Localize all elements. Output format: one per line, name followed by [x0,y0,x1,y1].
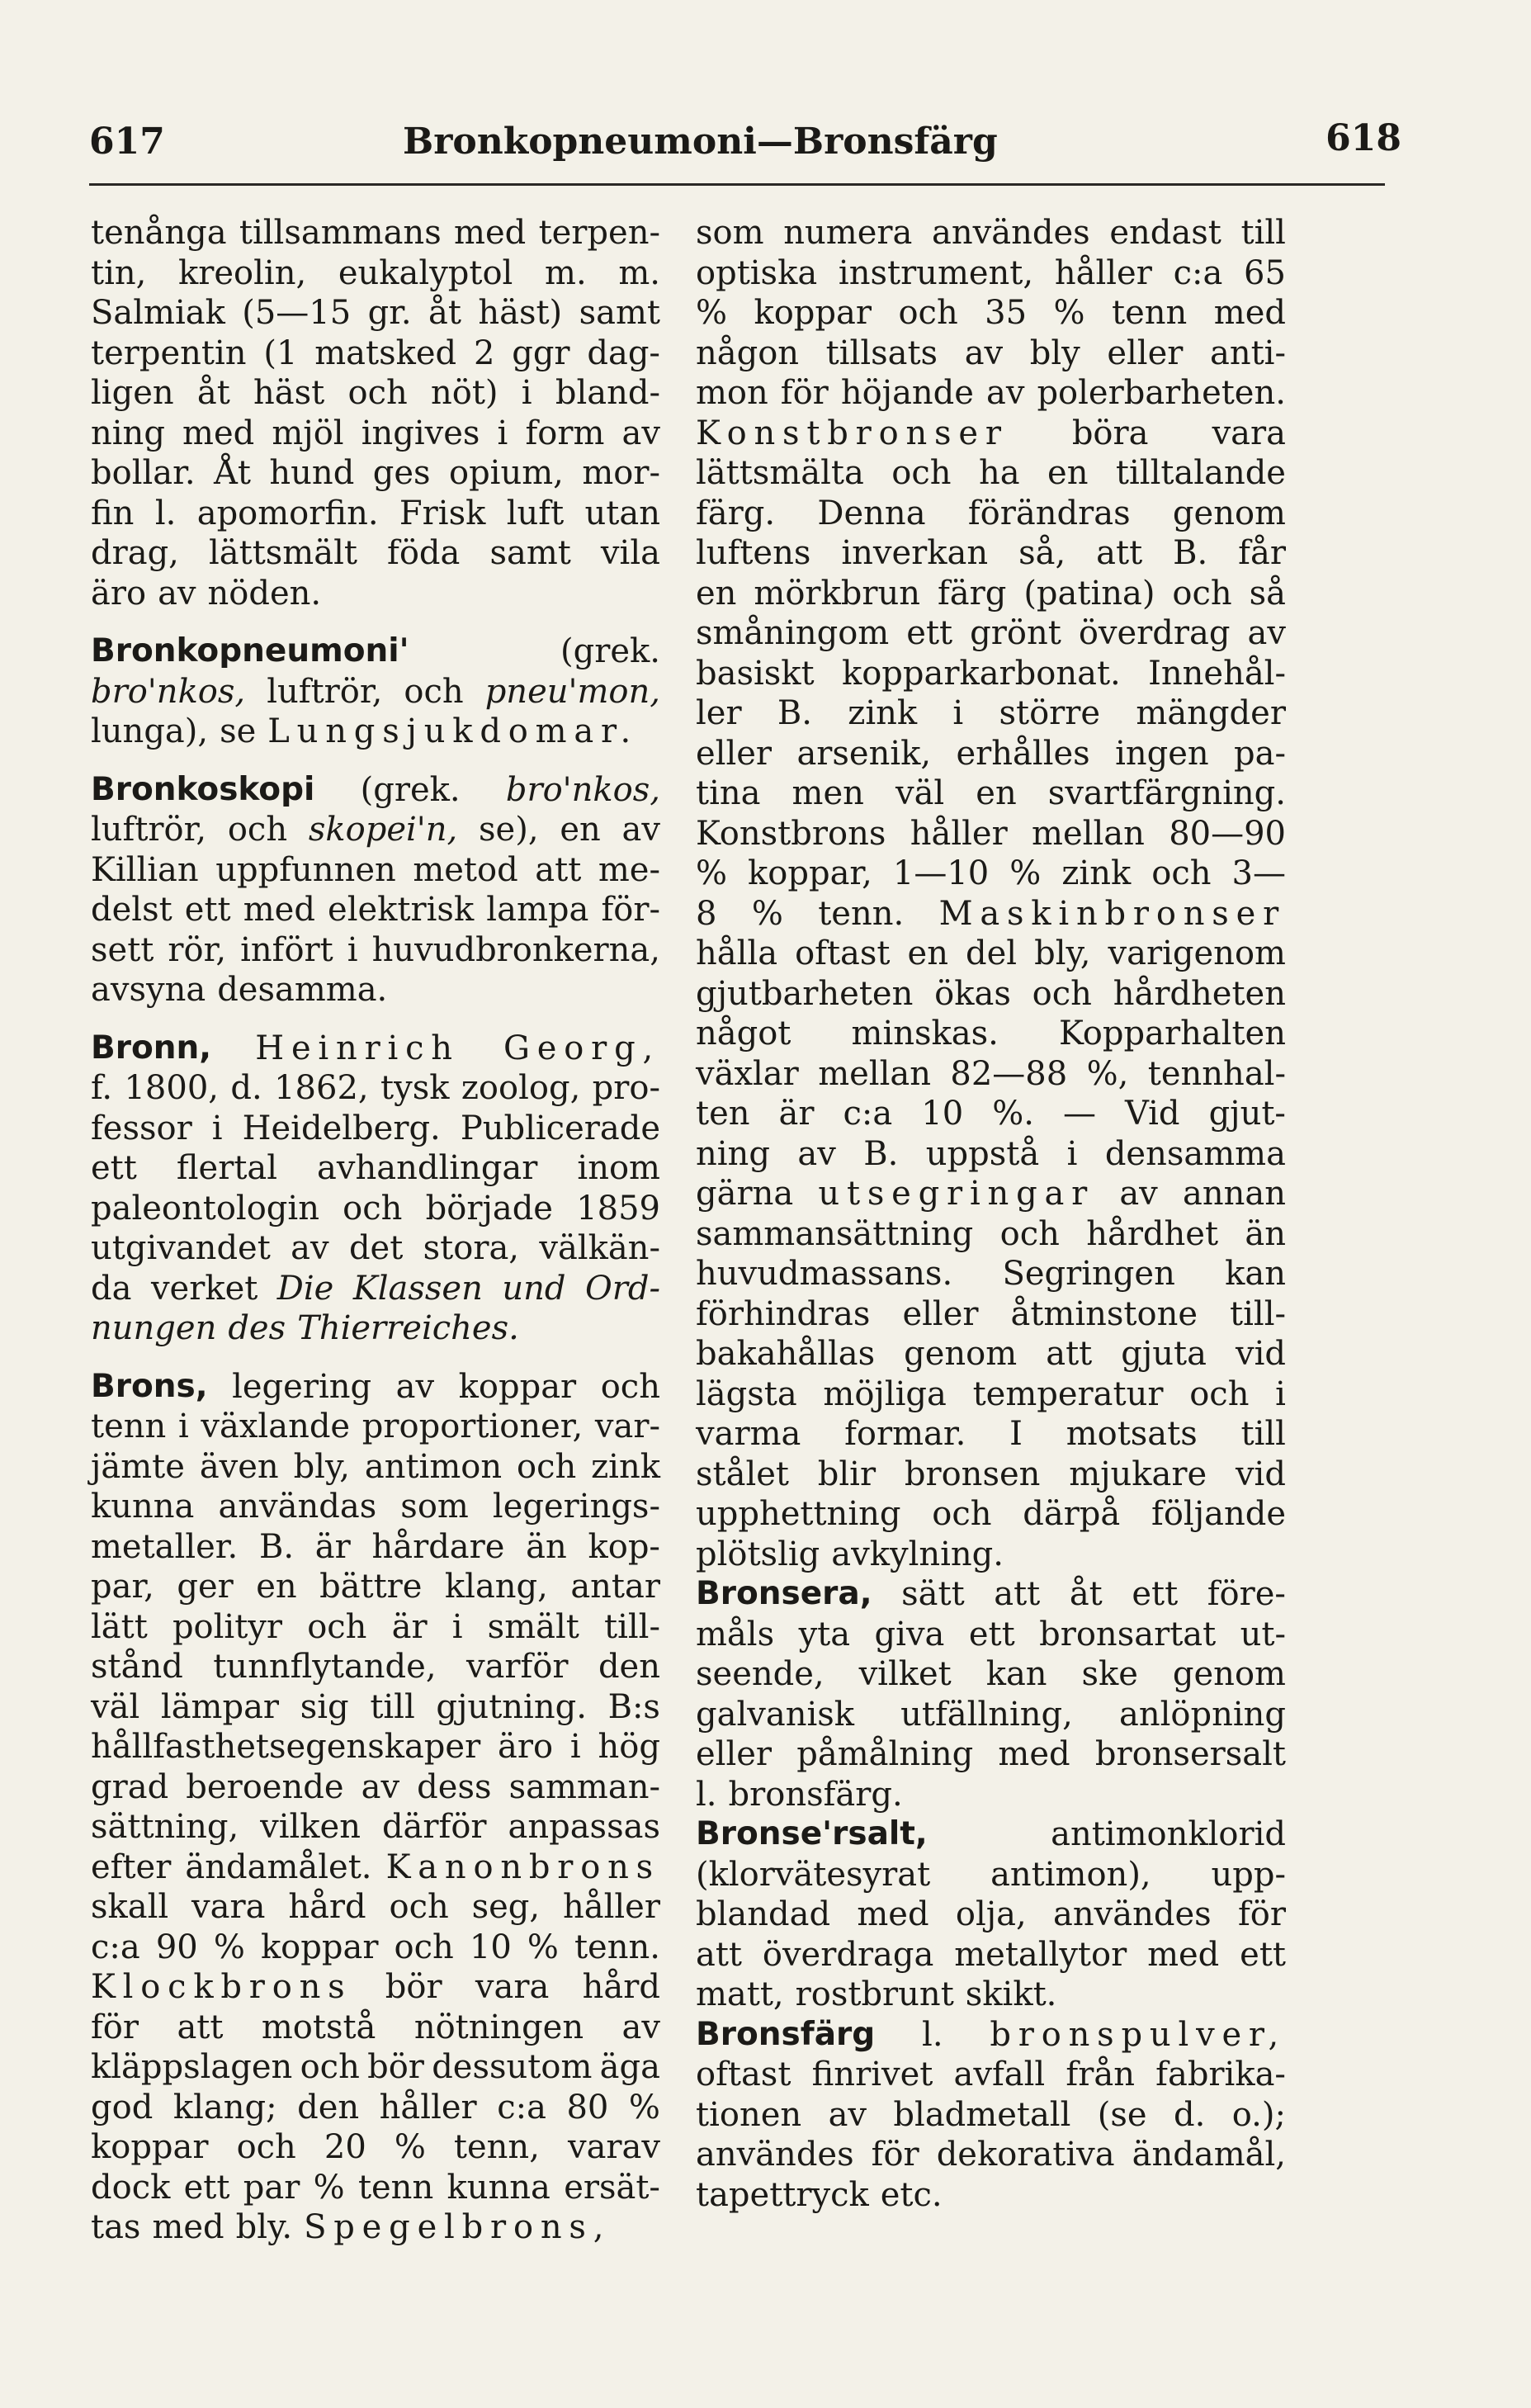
right-text-line: mon för höjande av polerbarheten. [696,374,1286,412]
right-text-line: något minskas. Kopparhalten [696,1015,1286,1053]
entry-gap [91,613,660,632]
right-text-line: Bronse'rsalt, antimonklorid [696,1815,1286,1853]
left-text-line: god klang; den håller c:a 80 % [91,2088,660,2127]
right-text-line: luftens inverkan så, att B. får [696,534,1286,572]
left-text-line: kunna användas som legerings- [91,1488,660,1526]
right-text-line: någon tillsats av bly eller anti- [696,334,1286,372]
right-text-line: ning av B. uppstå i densamma [696,1134,1286,1173]
left-text-line: grad beroende av dess samman- [91,1767,660,1806]
right-text-line: att överdraga metallytor med ett [696,1935,1286,1974]
right-text-line: Bronsfärg l. bronspulver, [696,2015,1286,2054]
left-column [91,213,660,2248]
left-text-line: avsyna desamma. [91,971,388,1009]
right-text-line: användes för dekorativa ändamål, [696,2136,1286,2174]
right-text-line: % koppar, 1—10 % zink och 3— [696,854,1286,892]
right-text-line: gjutbarheten ökas och hårdheten [696,974,1286,1013]
right-text-line: bakahållas genom att gjuta vid [696,1335,1286,1373]
left-text-line: Salmiak (5—15 gr. åt häst) samt [91,294,660,332]
right-text-line: basiskt kopparkarbonat. Innehål- [696,654,1286,693]
right-text-line: måls yta giva ett bronsartat ut- [696,1615,1286,1653]
left-text-line: jämte även bly, antimon och zink [91,1447,660,1486]
left-text-line: sättning, vilken därför anpassas [91,1808,660,1846]
left-text-line: koppar och 20 % tenn, varav [91,2128,660,2166]
left-text-line: paleontologin och började 1859 [91,1189,660,1228]
right-text-line: varma formar. I motsats till [696,1415,1286,1453]
right-text-line: 8 % tenn. Maskinbronser [696,894,1286,933]
entry-gap [91,1010,660,1029]
left-text-line: bollar. Åt hund ges opium, mor- [91,454,660,492]
right-text-line: tina men väl en svartfärgning. [696,774,1286,812]
left-text-line: fin l. apomorfin. Frisk luft utan [91,494,660,532]
entry-gap [91,752,660,770]
left-text-line: väl lämpar sig till gjutning. B:s [91,1687,660,1726]
right-text-line: % koppar och 35 % tenn med [696,294,1286,332]
left-text-line: kläppslagen och bör dessutom äga [91,2048,660,2086]
left-text-line: äro av nöden. [91,574,322,613]
right-text-line: optiska instrument, håller c:a 65 [696,253,1286,292]
header-rule [89,183,1385,186]
right-text-line: ler B. zink i större mängder [696,694,1286,732]
left-text-line: ligen åt häst och nöt) i bland- [91,374,660,412]
left-text-line: Bronkopneumoni' (grek. [91,632,660,670]
left-text-line: lunga), se Lungsjukdomar. [91,712,639,750]
right-text-line: förhindras eller åtminstone till- [696,1294,1286,1333]
left-text-line: Bronn, Heinrich Georg, [91,1029,660,1067]
right-text-line: ten är c:a 10 %. — Vid gjut- [696,1095,1286,1133]
right-text-line: sammansättning och hårdhet än [696,1214,1286,1253]
page-header [89,114,1401,172]
right-text-line: färg. Denna förändras genom [696,494,1286,532]
left-text-line: stånd tunnflytande, varför den [91,1648,660,1686]
right-text-line: tapettryck etc. [696,2175,943,2214]
right-text-line: tionen av bladmetall (se d. o.); [696,2095,1286,2134]
right-text-line: lättsmälta och ha en tilltalande [696,454,1286,492]
left-text-line: metaller. B. är hårdare än kop- [91,1527,660,1566]
left-text-line: dock ett par % tenn kunna ersät- [91,2168,660,2207]
page-number-left: 617 [89,121,165,163]
right-text-line: som numera användes endast till [696,214,1286,252]
left-text-line: utgivandet av det stora, välkän- [91,1229,660,1267]
right-text-line: stålet blir bronsen mjukare vid [696,1455,1286,1493]
left-text-line: ning med mjöl ingives i form av [91,414,660,452]
left-text-line: sett rör, infört i huvudbronkerna, [91,930,660,969]
left-text-line: Killian uppfunnen metod att me- [91,850,660,889]
left-text-line: tenånga tillsammans med terpen- [91,214,660,252]
left-text-line: för att motstå nötningen av [91,2008,660,2046]
left-text-line: skall vara hård och seg, håller [91,1888,660,1926]
right-text-line: eller arsenik, erhålles ingen pa- [696,734,1286,773]
left-text-line: Bronkoskopi (grek. bro'nkos, [91,770,660,809]
right-text-line: huvudmassans. Segringen kan [696,1255,1286,1293]
running-title: Bronkopneumoni—Bronsfärg [403,121,998,163]
right-text-line: blandad med olja, användes för [696,1895,1286,1933]
right-text-line: småningom ett grönt överdrag av [696,614,1286,652]
right-text-line: galvanisk utfällning, anlöpning [696,1695,1286,1734]
left-text-line: ett flertal avhandlingar inom [91,1149,660,1187]
right-text-line: oftast finrivet avfall från fabrika- [696,2056,1286,2093]
left-text-line: Brons, legering av koppar och [91,1367,660,1406]
entry-gap [91,1349,660,1367]
left-text-line: lätt polityr och är i smält till- [91,1607,660,1646]
left-text-line: bro'nkos, luftrör, och pneu'mon, [91,672,660,711]
left-text-line: fessor i Heidelberg. Publicerade [91,1109,660,1147]
right-text-line: plötslig avkylning. [696,1535,1004,1573]
right-text-line: seende, vilket kan ske genom [696,1655,1286,1693]
right-text-line: (klorvätesyrat antimon), upp- [696,1855,1286,1894]
right-text-line: l. bronsfärg. [696,1775,903,1814]
page-number-right: 618 [1325,117,1401,159]
left-text-line: tin, kreolin, eukalyptol m. m. [91,253,660,292]
left-text-line: drag, lättsmält föda samt vila [91,534,660,572]
left-text-line: tas med bly. Spegelbrons, [91,2208,612,2246]
right-text-line: Bronsera, sätt att åt ett före- [696,1575,1286,1613]
right-text-line: lägsta möjliga temperatur och i [696,1374,1286,1413]
left-text-line: nungen des Thierreiches. [91,1309,519,1347]
left-text-line: par, ger en bättre klang, antar [91,1568,660,1606]
left-text-line: efter ändamålet. Kanonbrons [91,1847,660,1886]
left-text-line: hållfasthetsegenskaper äro i hög [91,1728,660,1766]
right-text-line: Konstbronser böra vara [696,414,1286,452]
right-text-line: upphettning och därpå följande [696,1495,1286,1533]
right-text-line: hålla oftast en del bly, varigenom [696,934,1286,972]
right-text-line: en mörkbrun färg (patina) och så [696,574,1286,613]
right-text-line: matt, rostbrunt skikt. [696,1975,1057,2013]
right-text-line: Konstbrons håller mellan 80—90 [696,814,1286,853]
left-text-line: delst ett med elektrisk lampa för- [91,891,660,929]
left-text-line: tenn i växlande proportioner, var- [91,1407,660,1445]
left-text-line: f. 1800, d. 1862, tysk zoolog, pro- [91,1069,660,1107]
left-text-line: da verket Die Klassen und Ord- [91,1269,660,1308]
left-text-line: c:a 90 % koppar och 10 % tenn. [91,1928,660,1966]
left-text-line: terpentin (1 matsked 2 ggr dag- [91,334,660,372]
right-text-line: växlar mellan 82—88 %, tennhal- [696,1054,1286,1093]
right-text-line: eller påmålning med bronsersalt [696,1735,1286,1773]
left-text-line: Klockbrons bör vara hård [91,1968,660,2006]
left-text-line: luftrör, och skopei'n, se), en av [91,811,660,849]
right-text-line: gärna utsegringar av annan [696,1175,1286,1213]
right-column [696,213,1286,2215]
